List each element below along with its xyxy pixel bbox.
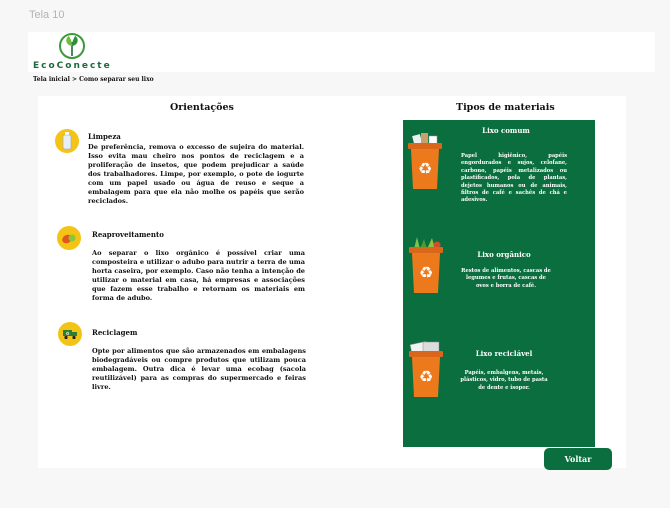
materials-heading: Tipos de materiais [456, 102, 555, 113]
section-body-reaproveitamento: Ao separar o lixo orgânico é possível criar uma composteira e utilizar o adubo para nutrir a terra de uma horta caseira, por exemplo. Caso não tenha a intenção de utilizar o material em casa, há empresas e associações que fazem esse trabalho e retornam os materiais em forma de adubo. [92, 249, 305, 302]
section-title-reaproveitamento: Reaproveitamento [92, 230, 164, 239]
frame-label: Tela 10 [29, 9, 65, 21]
trash-bin-icon [407, 133, 443, 191]
material-title-reciclavel: Lixo reciclável [475, 349, 533, 358]
material-title-comum: Lixo comum [482, 126, 530, 135]
material-desc-organico: Restos de alimentos, cascas de legumes e frutas, cascas de ovos e borra de café. [461, 268, 551, 289]
svg-text:♻: ♻ [417, 159, 433, 178]
orientations-heading: Orientações [170, 102, 234, 113]
recycle-bin-icon [408, 341, 444, 399]
app-header [28, 32, 655, 72]
material-title-organico: Lixo orgânico [477, 250, 531, 259]
organic-bin-icon [408, 237, 444, 295]
fruits-icon [57, 226, 81, 250]
breadcrumb[interactable]: Tela inicial > Como separar seu lixo [33, 76, 154, 83]
back-button[interactable]: Voltar [544, 448, 612, 470]
bottle-icon [55, 129, 79, 153]
logo-text: EcoConecte [33, 61, 112, 71]
section-title-limpeza: Limpeza [88, 132, 121, 141]
material-desc-comum: Papel higiênico, papéis engordurados e sujos, celofane, carbono, papéis metalizados ou plastificados, pola de plantas, dejetos humanos ou de animais, filtros de café e sachês de chá e adesivos. [461, 153, 567, 204]
section-title-reciclagem: Reciclagem [92, 328, 138, 337]
material-desc-reciclavel: Papéis, embalgens, metais, plásticos, vidro, tubo de pasta de dente e isopor. [460, 370, 548, 391]
svg-text:♻: ♻ [418, 367, 434, 386]
svg-text:♻: ♻ [65, 332, 70, 337]
section-body-reciclagem: Opte por alimentos que são armazenados em embalagens biodegradáveis ou compre produtos que utilizam pouca embalagem. Outra dica é levar uma ecobag (sacola reutilizável) para as compras do supermercado e feiras livre. [92, 347, 306, 391]
leaf-icon [59, 32, 85, 60]
svg-text:♻: ♻ [418, 263, 434, 282]
section-body-limpeza: De preferência, remova o excesso de sujeira do material. Isso evita mau cheiro nos pontos de reciclagem e a proliferação de insetos, que podem prejudicar a saúde dos trabalhadores. Limpe, por exemplo, o pote de iogurte com um papel usado ou água de reuso e seque a embalagem para que ela não molhe os papéis que serão reciclados. [88, 143, 304, 205]
recycling-truck-icon [58, 322, 82, 346]
